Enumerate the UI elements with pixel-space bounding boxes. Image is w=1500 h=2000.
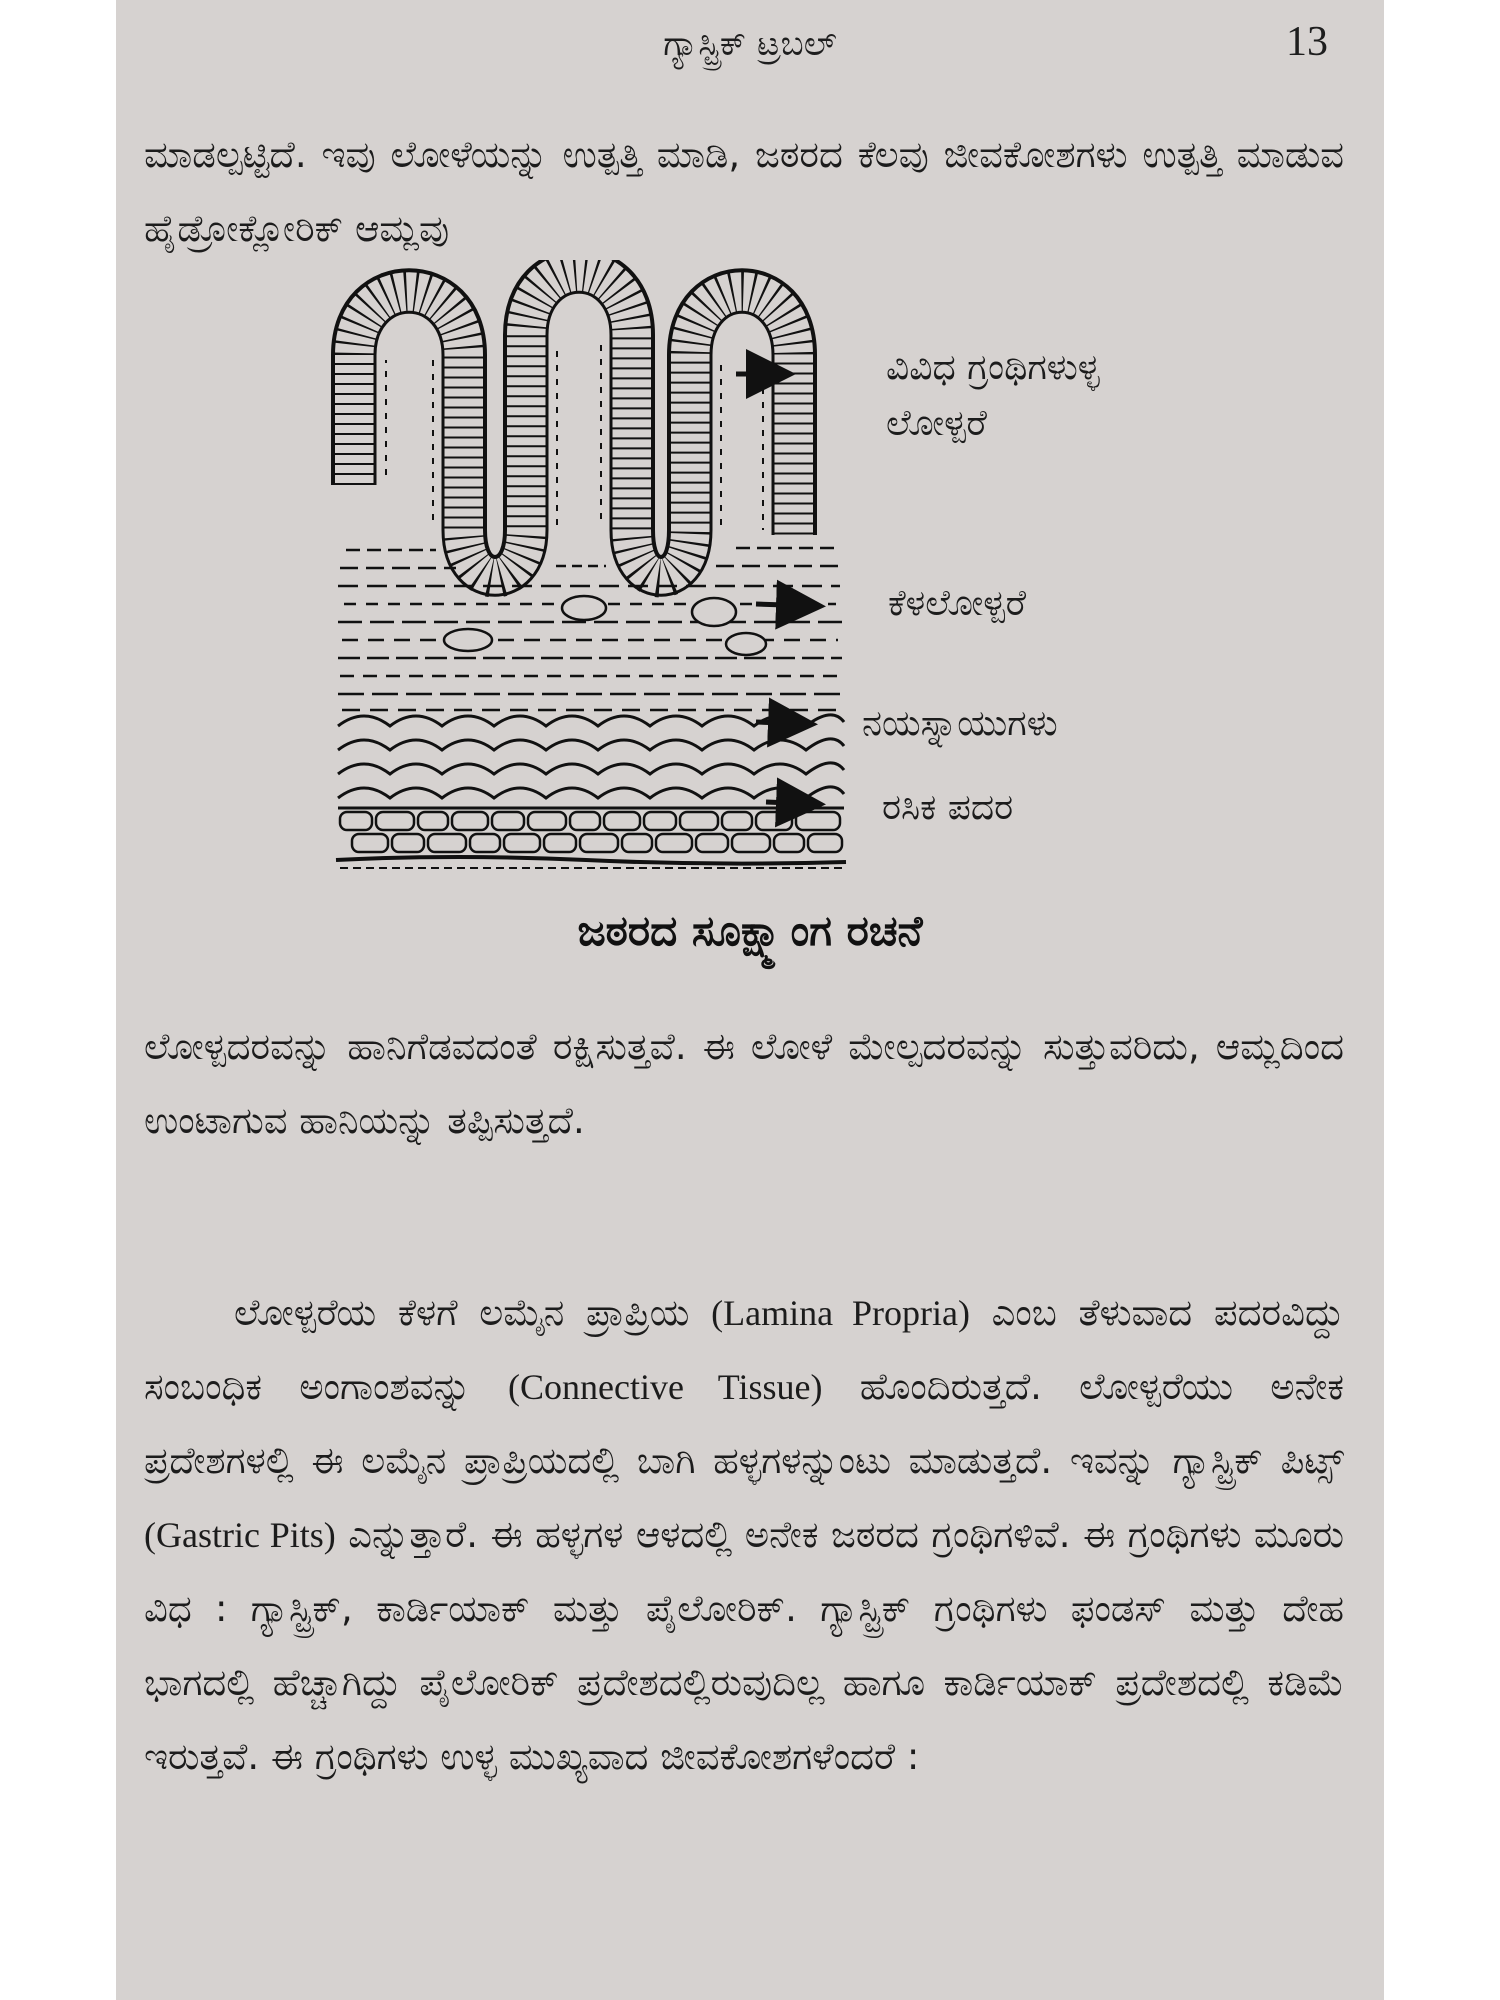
- label-submucosa: ಕೆಳಲೋಳ್ಪರೆ: [888, 583, 1027, 624]
- paragraph-3: [144, 1276, 1344, 1794]
- muscle-layer: [338, 715, 844, 798]
- paragraph-1: ಮಾಡಲ್ಪಟ್ಟಿದೆ. ಇವು ಲೋಳೆಯನ್ನು ಉತ್ಪತ್ತಿ ಮಾಡಿ, ಜಠರದ ಕೆಲವು ಜೀವಕೋಶಗಳು ಉತ್ಪತ್ತಿ ಮಾಡುವ ಹೈಡ್ರೋಕ್ಲೋರಿಕ್ ಆಮ್ಲವು: [144, 133, 1344, 250]
- p3-text-4: ಎನ್ನುತ್ತಾರೆ. ಈ ಹಳ್ಳಗಳ ಆಳದಲ್ಲಿ ಅನೇಕ ಜಠರದ ಗ್ರಂಥಿಗಳಿವೆ. ಈ ಗ್ರಂಥಿಗಳು ಮೂರು ವಿಧ : ಗ್ಯಾಸ್ಟ್ರಿಕ್, ಕಾರ್ಡಿಯಾಕ್ ಮತ್ತು ಪೈಲೋರಿಕ್. ಗ್ಯಾಸ್ಟ್ರಿಕ್ ಗ್ರಂಥಿಗಳು ಫಂಡಸ್ ಮತ್ತು ದೇಹ ಭಾಗದಲ್ಲಿ ಹೆಚ್ಚಾಗಿದ್ದು ಪೈಲೋರಿಕ್ ಪ್ರದೇಶದಲ್ಲಿರುವುದಿಲ್ಲ ಹಾಗೂ ಕಾರ್ಡಿಯಾಕ್ ಪ್ರದೇಶದಲ್ಲಿ ಕಡಿಮೆ ಇರುತ್ತವೆ. ಈ ಗ್ರಂಥಿಗಳು ಉಳ್ಳ ಮುಖ್ಯವಾದ ಜೀವಕೋಶಗಳೆಂದರೆ :: [144, 1513, 1345, 1778]
- p3-english-term-1: (Lamina Propria): [711, 1293, 970, 1333]
- p3-english-term-2: (Connective Tissue): [508, 1367, 823, 1407]
- label-mucosa-line1: ವಿವಿಧ ಗ್ರಂಥಿಗಳುಳ್ಳ: [886, 347, 1100, 388]
- mucosa-folds: [333, 260, 815, 595]
- page-number: 13: [1286, 19, 1328, 65]
- submucosa-layer: [338, 548, 842, 710]
- label-serosa: ರಸಿಕ ಪದರ: [882, 787, 1014, 828]
- paragraph-2: ಲೋಳ್ಪದರವನ್ನು ಹಾನಿಗೆಡವದಂತೆ ರಕ್ಷಿಸುತ್ತವೆ. ಈ ಲೋಳೆ ಮೇಲ್ಪದರವನ್ನು ಸುತ್ತುವರಿದು, ಆಮ್ಲದಿಂದ ಉಂಟಾಗುವ ಹಾನಿಯನ್ನು ತಪ್ಪಿಸುತ್ತದೆ.: [144, 1025, 1344, 1142]
- p3-english-term-3: (Gastric Pits): [144, 1515, 336, 1555]
- label-mucosa: [886, 340, 1100, 452]
- serosa-layer: [336, 808, 846, 868]
- p3-text-3: ಹೊಂದಿರುತ್ತದೆ. ಲೋಳ್ಪರೆಯು ಅನೇಕ ಪ್ರದೇಶಗಳಲ್ಲಿ ಈ ಲಮೈನ ಪ್ರಾಪ್ರಿಯದಲ್ಲಿ ಬಾಗಿ ಹಳ್ಳಗಳನ್ನುಂಟು ಮಾಡುತ್ತದೆ. ಇವನ್ನು ಗ್ಯಾಸ್ಟ್ರಿಕ್ ಪಿಟ್ಸ್: [144, 1365, 1344, 1482]
- figure-caption: ಜಠರದ ಸೂಕ್ಷ್ಮಾಂಗ ರಚನೆ: [577, 906, 923, 955]
- label-mucosa-line2: ಲೋಳ್ಪರೆ: [886, 403, 987, 444]
- stomach-microscopic-figure: [316, 260, 1216, 880]
- running-title: ಗ್ಯಾಸ್ಟ್ರಿಕ್ ಟ್ರಬಲ್: [663, 24, 837, 64]
- book-page: [116, 0, 1384, 2000]
- label-muscle: ನಯಸ್ನಾಯುಗಳು: [862, 703, 1058, 744]
- page-header: [116, 14, 1384, 74]
- p3-text-2: ಎಂಬ ತೆಳುವಾದ ಪದರವಿದ್ದು ಸಂಬಂಧಿಕ ಅಂಗಾಂಶವನ್ನು: [144, 1291, 1344, 1408]
- p3-text-1: ಲೋಳ್ಪರೆಯ ಕೆಳಗೆ ಲಮೈನ ಪ್ರಾಪ್ರಿಯ: [234, 1291, 690, 1334]
